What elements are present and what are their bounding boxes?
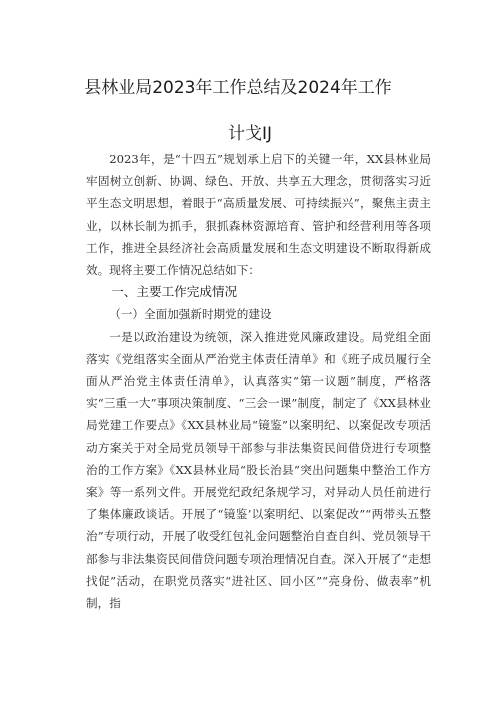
document-title-line1: 县林业局2023年工作总结及2024年工作 xyxy=(84,78,392,98)
document-body xyxy=(86,148,431,614)
document-title-line2: 计戈IJ xyxy=(227,124,273,144)
intro-paragraph: 2023年，是“十四五”规划承上启下的关键一年，XX县林业局牢固树立创新、协调、绿色、开放、共享五大理念，贯彻落实习近平生态文明思想，着眼于“高质量发展、可持续振兴”，聚焦主责主业，以林长制为抓手，狠抓森林资源培育、管护和经营利用等各项工作，推进全县经济社会高质量发展和生态文明建设不断取得新成效。现将主要工作情况总结如下： xyxy=(86,152,431,278)
subsection-heading: （一）全面加强新时期党的建设 xyxy=(109,307,272,322)
section-heading: 一、主要工作完成情况 xyxy=(111,284,238,300)
body-paragraph: 一是以政治建设为统领，深入推进党风廉政建设。局党组全面落实《党组落实全面从严治党主体责任清单》和《班子成员履行全面从严治党主体责任清单》，认真落实“第一议题”制度，严格落实“三重一大”事项决策制度、“三会一课”制度，制定了《XX县林业局党建工作要点》《XX县林业局“镜鉴”以案明纪、以案促改专项活动方案关于对全局党员领导干部参与非法集资民间借贷进行专项整治的工作方案》《XX县林业局“股长治县”突出问题集中整治工作方案》等一系列文件。开展党纪政纪条规学习，对异动人员任前进行了集体廉政谈话。开展了“镜鉴’以案明纪、以案促改”“两带头五整治”专项行动，开展了收受红包礼金问题整治自查自纠、党员领导干部参与非法集资民间借贷问题专项治理情况自查。深入开展了“走想找促”活动，在职党员落实“进社区、回小区”“亮身份、做表率”机制，指 xyxy=(86,329,431,611)
